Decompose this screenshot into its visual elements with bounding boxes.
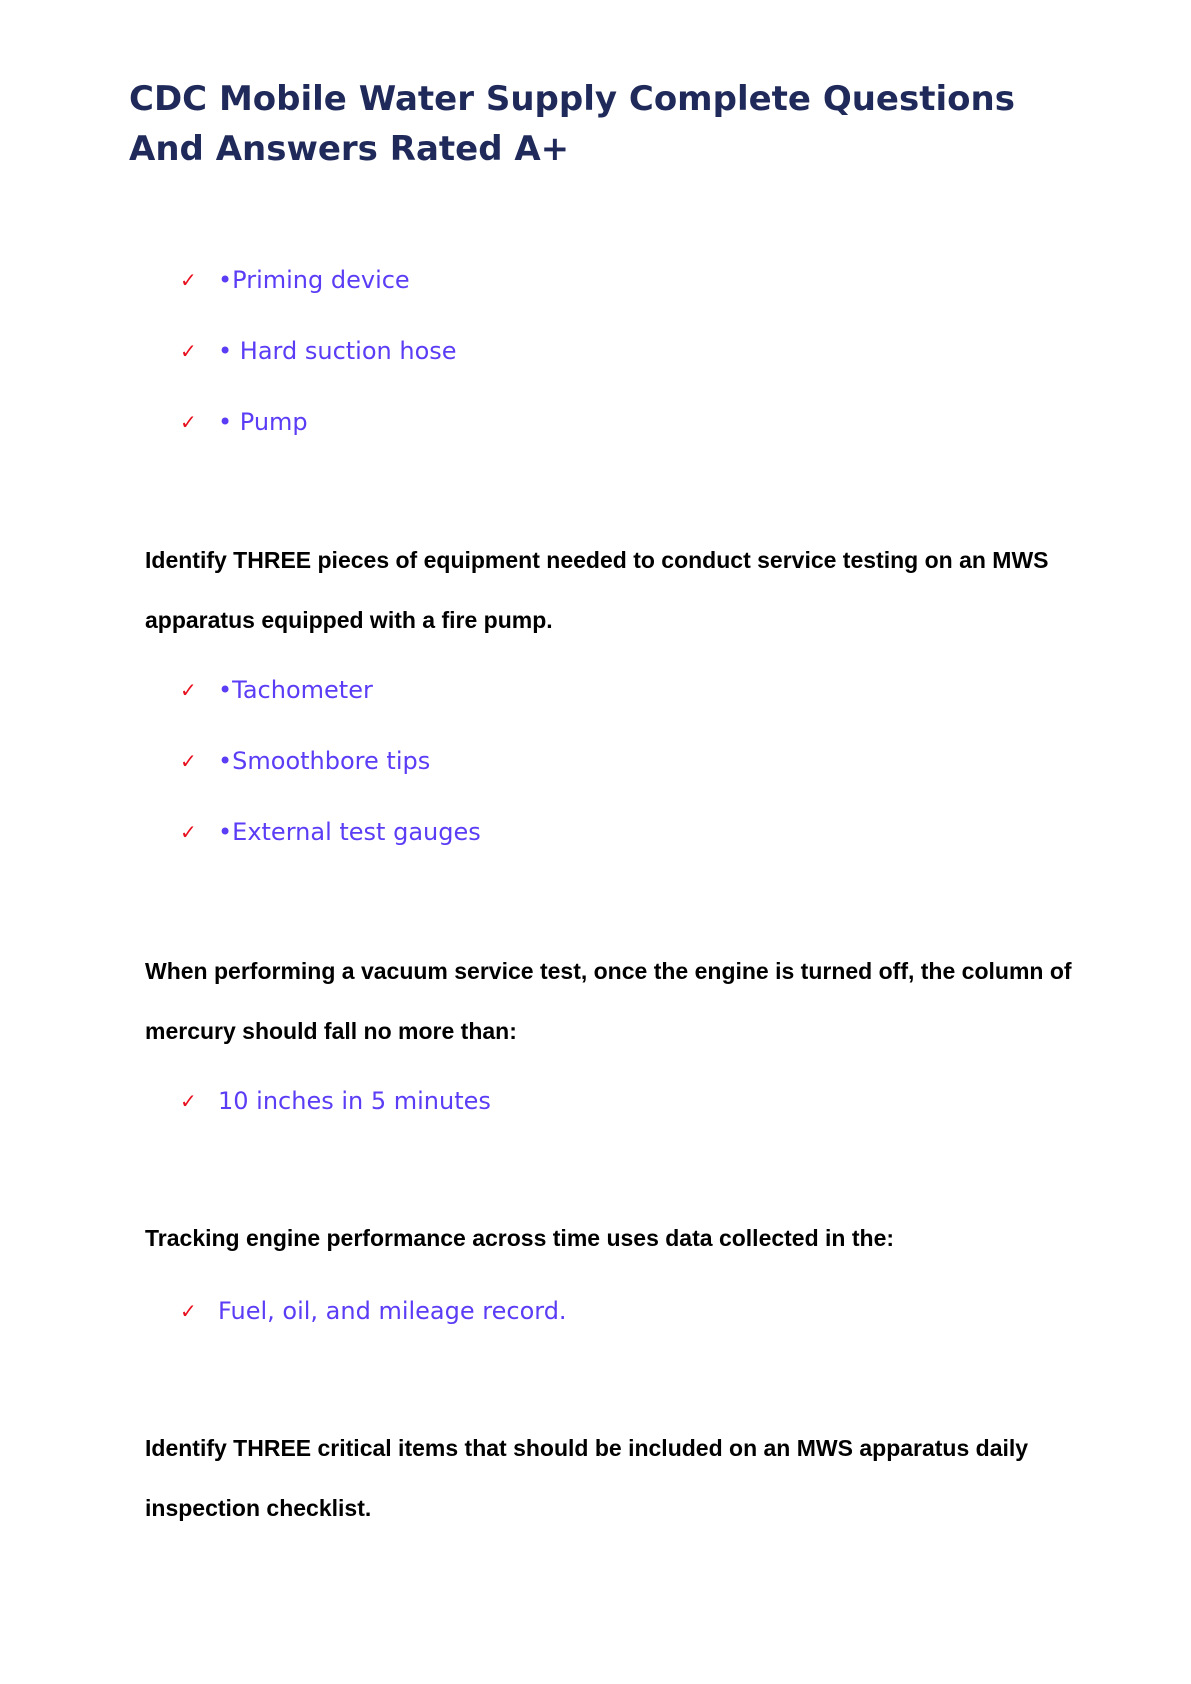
question-text: Identify THREE critical items that should be included on an MWS apparatus daily inspection checklist. bbox=[145, 1435, 1029, 1521]
checkmark-icon: ✓ bbox=[180, 410, 197, 434]
answer-text: 10 inches in 5 minutes bbox=[218, 1087, 491, 1115]
answer-text: Fuel, oil, and mileage record. bbox=[218, 1297, 567, 1325]
answer-item bbox=[180, 814, 481, 850]
answer-item bbox=[180, 672, 481, 708]
checkmark-icon: ✓ bbox=[180, 268, 197, 292]
answer-item bbox=[180, 1083, 491, 1119]
answer-text: •External test gauges bbox=[218, 818, 481, 846]
checkmark-icon: ✓ bbox=[180, 820, 197, 844]
answer-item bbox=[180, 404, 457, 440]
answer-text: • Pump bbox=[218, 408, 308, 436]
answer-list bbox=[180, 1293, 567, 1364]
checkmark-icon: ✓ bbox=[180, 339, 197, 363]
answer-list bbox=[180, 672, 481, 885]
answer-text: • Hard suction hose bbox=[218, 337, 457, 365]
answer-list bbox=[180, 262, 457, 475]
question-text: When performing a vacuum service test, once the engine is turned off, the column of mercury should fall no more than: bbox=[145, 958, 1072, 1044]
checkmark-icon: ✓ bbox=[180, 1089, 197, 1113]
answer-item bbox=[180, 743, 481, 779]
checkmark-icon: ✓ bbox=[180, 749, 197, 773]
question-text: Tracking engine performance across time uses data collected in the: bbox=[145, 1225, 895, 1251]
checkmark-icon: ✓ bbox=[180, 678, 197, 702]
answer-text: •Priming device bbox=[218, 266, 410, 294]
checkmark-icon: ✓ bbox=[180, 1299, 197, 1323]
answer-text: •Tachometer bbox=[218, 676, 373, 704]
document-title: CDC Mobile Water Supply Complete Questions And Answers Rated A+ bbox=[129, 79, 1015, 169]
answer-item bbox=[180, 333, 457, 369]
question-text: Identify THREE pieces of equipment needed to conduct service testing on an MWS apparatus equipped with a fire pump. bbox=[145, 547, 1049, 633]
answer-text: •Smoothbore tips bbox=[218, 747, 431, 775]
answer-list bbox=[180, 1083, 491, 1154]
answer-item bbox=[180, 1293, 567, 1329]
answer-item bbox=[180, 262, 457, 298]
